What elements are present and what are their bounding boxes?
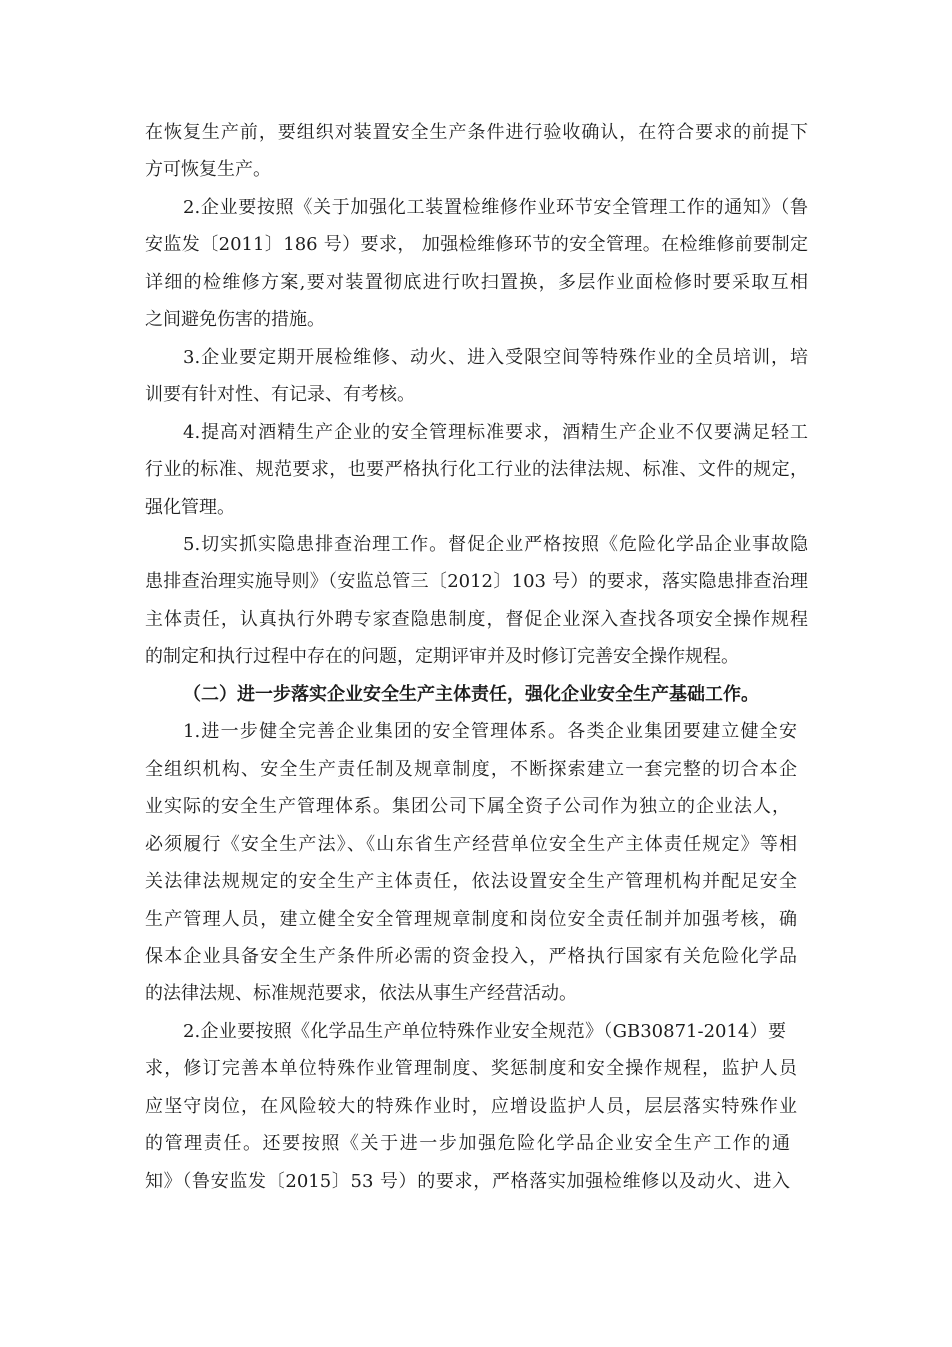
- text-line: 业实际的安全生产管理体系。集团公司下属全资子公司作为独立的企业法人，: [145, 796, 790, 818]
- paragraph-continuation: [145, 114, 808, 189]
- paragraph-item-4: [145, 414, 808, 526]
- text-line: 的法律法规、标准规范要求，依法从事生产经营活动。: [145, 983, 577, 1005]
- text-line: 2.企业要按照《化学品生产单位特殊作业安全规范》（GB30871-2014）要: [183, 1020, 786, 1042]
- text-line: 求，修订完善本单位特殊作业管理制度、奖惩制度和安全操作规程，监护人员: [145, 1058, 797, 1080]
- paragraph-item-5: [145, 526, 808, 676]
- text-line: 应坚守岗位，在风险较大的特殊作业时，应增设监护人员，层层落实特殊作业: [145, 1095, 797, 1117]
- paragraph-section2-item-1: [145, 713, 808, 1013]
- text-line: 必须履行《安全生产法》、《山东省生产经营单位安全生产主体责任规定》等相: [145, 833, 797, 855]
- text-line: 生产管理人员，建立健全安全管理规章制度和岗位安全责任制并加强考核，确: [145, 908, 797, 930]
- text-line: 之间避免伤害的措施。: [145, 309, 325, 331]
- text-line: 1.进一步健全完善企业集团的安全管理体系。各类企业集团要建立健全安: [183, 721, 797, 743]
- text-line: 5.切实抓实隐患排查治理工作。督促企业严格按照《危险化学品企业事故隐: [183, 533, 808, 555]
- paragraph-item-2: [145, 189, 808, 339]
- text-line: 患排查治理实施导则》（安监总管三〔2012〕103 号）的要求，落实隐患排查治理: [145, 571, 808, 593]
- text-line: 训要有针对性、有记录、有考核。: [145, 384, 415, 406]
- text-line: 关法律法规规定的安全生产主体责任，依法设置安全生产管理机构并配足安全: [145, 871, 797, 893]
- text-line: 2.企业要按照《关于加强化工装置检维修作业环节安全管理工作的通知》（鲁: [183, 196, 808, 218]
- text-line: 详细的检维修方案,要对装置彻底进行吹扫置换，多层作业面检修时要采取互相: [145, 271, 808, 293]
- text-line: 保本企业具备安全生产条件所必需的资金投入，严格执行国家有关危险化学品: [145, 945, 797, 967]
- document-body: [145, 114, 808, 1200]
- section-heading: [145, 676, 808, 713]
- text-line: 主体责任，认真执行外聘专家查隐患制度，督促企业深入查找各项安全操作规程: [145, 608, 808, 630]
- section-heading-text: （二）进一步落实企业安全生产主体责任，强化企业安全生产基础工作。: [183, 683, 759, 705]
- text-line: 强化管理。: [145, 496, 235, 518]
- text-line: 安监发〔2011〕186 号）要求， 加强检维修环节的安全管理。在检维修前要制定: [145, 234, 808, 256]
- paragraph-item-3: [145, 339, 808, 414]
- text-line: 在恢复生产前，要组织对装置安全生产条件进行验收确认，在符合要求的前提下: [145, 122, 808, 143]
- text-line: 全组织机构、安全生产责任制及规章制度，不断探索建立一套完整的切合本企: [145, 758, 797, 780]
- text-line: 方可恢复生产。: [145, 159, 271, 181]
- text-line: 的管理责任。还要按照《关于进一步加强危险化学品企业安全生产工作的通: [145, 1133, 790, 1155]
- text-line: 知》（鲁安监发〔2015〕53 号）的要求，严格落实加强检维修以及动火、进入: [145, 1170, 790, 1192]
- text-line: 3.企业要定期开展检维修、动火、进入受限空间等特殊作业的全员培训，培: [183, 346, 808, 368]
- text-line: 4.提高对酒精生产企业的安全管理标准要求，酒精生产企业不仅要满足轻工: [183, 421, 808, 443]
- text-line: 的制定和执行过程中存在的问题，定期评审并及时修订完善安全操作规程。: [145, 646, 739, 668]
- text-line: 行业的标准、规范要求，也要严格执行化工行业的法律法规、标准、文件的规定，: [145, 459, 808, 481]
- paragraph-section2-item-2: [145, 1013, 808, 1200]
